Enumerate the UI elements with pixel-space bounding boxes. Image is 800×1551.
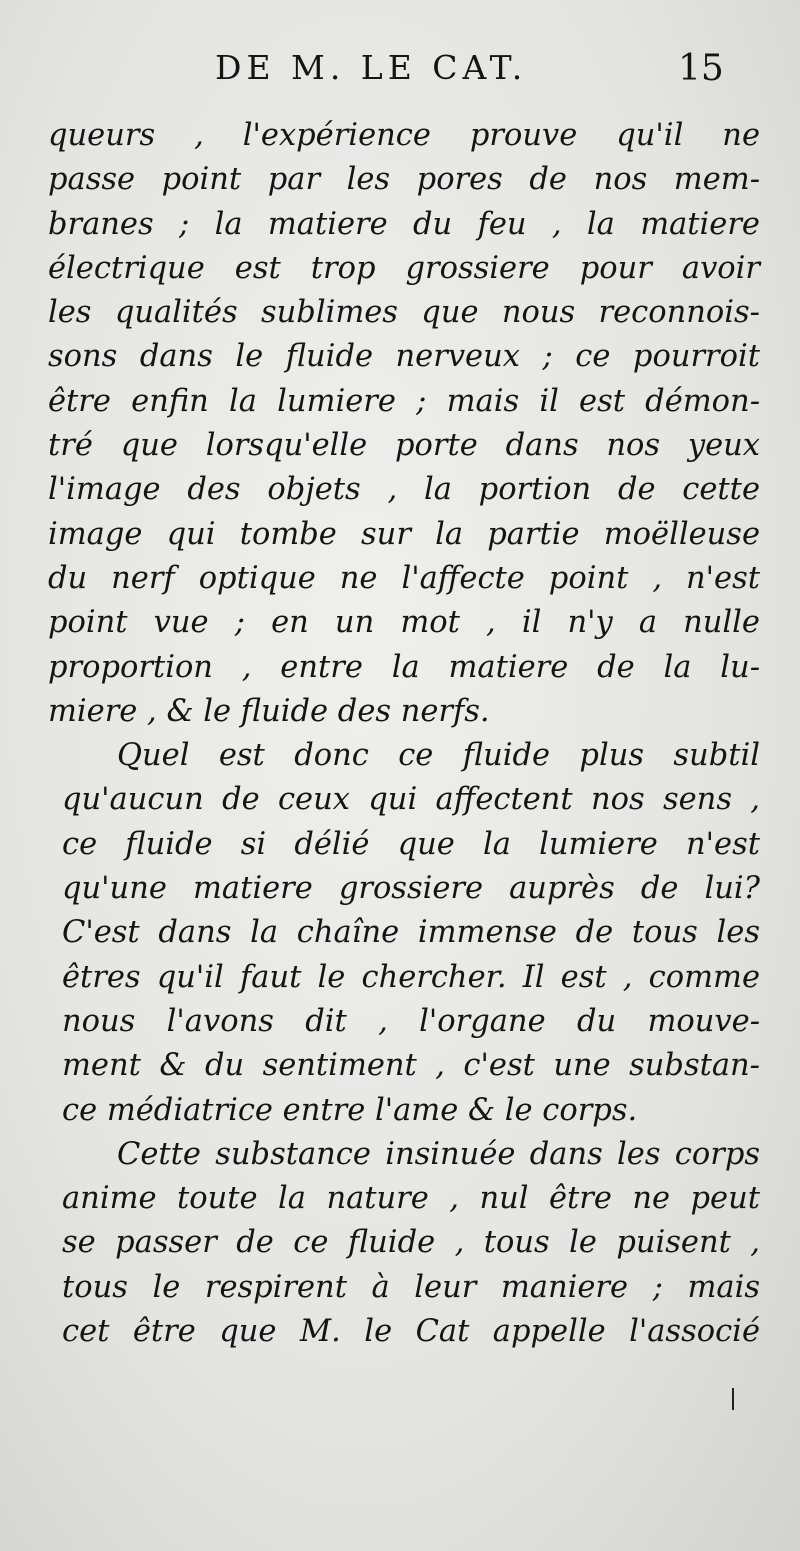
page-header xyxy=(0,40,800,100)
text-line: ce médiatrice entre l'ame & le corps. xyxy=(62,1092,638,1128)
text-line: proportion , entre la matiere de la lu- xyxy=(48,649,760,685)
text-line: anime toute la nature , nul être ne peut xyxy=(62,1181,760,1217)
body-text xyxy=(48,114,760,1354)
text-line: tous le respirent à leur maniere ; mais xyxy=(62,1269,760,1305)
text-line: nous l'avons dit , l'organe du mouve- xyxy=(62,1003,760,1039)
text-line: l'image des objets , la portion de cette xyxy=(48,472,760,508)
text-line: sons dans le fluide nerveux ; ce pourroit xyxy=(48,339,760,375)
text-line: Cette substance insinuée dans les corps xyxy=(117,1136,760,1172)
text-line: ment & du sentiment , c'est une substan- xyxy=(62,1048,760,1084)
text-line: du nerf optique ne l'affecte point , n'est xyxy=(48,560,760,596)
page-number: 15 xyxy=(678,48,724,89)
paragraph-2 xyxy=(62,734,760,1133)
margin-mark xyxy=(732,1388,734,1410)
text-line: les qualités sublimes que nous reconnois- xyxy=(48,295,760,331)
text-line: ce fluide si délié que la lumiere n'est xyxy=(62,826,760,862)
text-line: cet être que M. le Cat appelle l'associé xyxy=(62,1314,760,1350)
text-line: tré que lorsqu'elle porte dans nos yeux xyxy=(48,428,760,464)
text-line: Quel est donc ce fluide plus subtil xyxy=(117,738,760,774)
text-line: électrique est trop grossiere pour avoir xyxy=(48,250,760,286)
paragraph-1 xyxy=(48,114,760,734)
text-line: passe point par les pores de nos mem- xyxy=(48,162,760,198)
text-line: branes ; la matiere du feu , la matiere xyxy=(48,206,760,242)
text-line: miere , & le fluide des nerfs. xyxy=(48,693,490,729)
paragraph-3 xyxy=(62,1133,760,1354)
running-head: DE M. LE CAT. xyxy=(215,48,528,87)
text-line: qu'une matiere grossiere auprès de lui? xyxy=(62,871,760,907)
text-line: C'est dans la chaîne immense de tous les xyxy=(62,915,760,951)
text-line: point vue ; en un mot , il n'y a nulle xyxy=(48,605,760,641)
text-line: image qui tombe sur la partie moëlleuse xyxy=(48,516,760,552)
text-line: être enfin la lumiere ; mais il est démon- xyxy=(48,383,760,419)
text-line: êtres qu'il faut le chercher. Il est , comme xyxy=(62,959,760,995)
text-line: qu'aucun de ceux qui affectent nos sens , xyxy=(62,782,760,818)
text-line: se passer de ce fluide , tous le puisent , xyxy=(62,1225,760,1261)
text-line: queurs , l'expérience prouve qu'il ne xyxy=(48,118,760,153)
